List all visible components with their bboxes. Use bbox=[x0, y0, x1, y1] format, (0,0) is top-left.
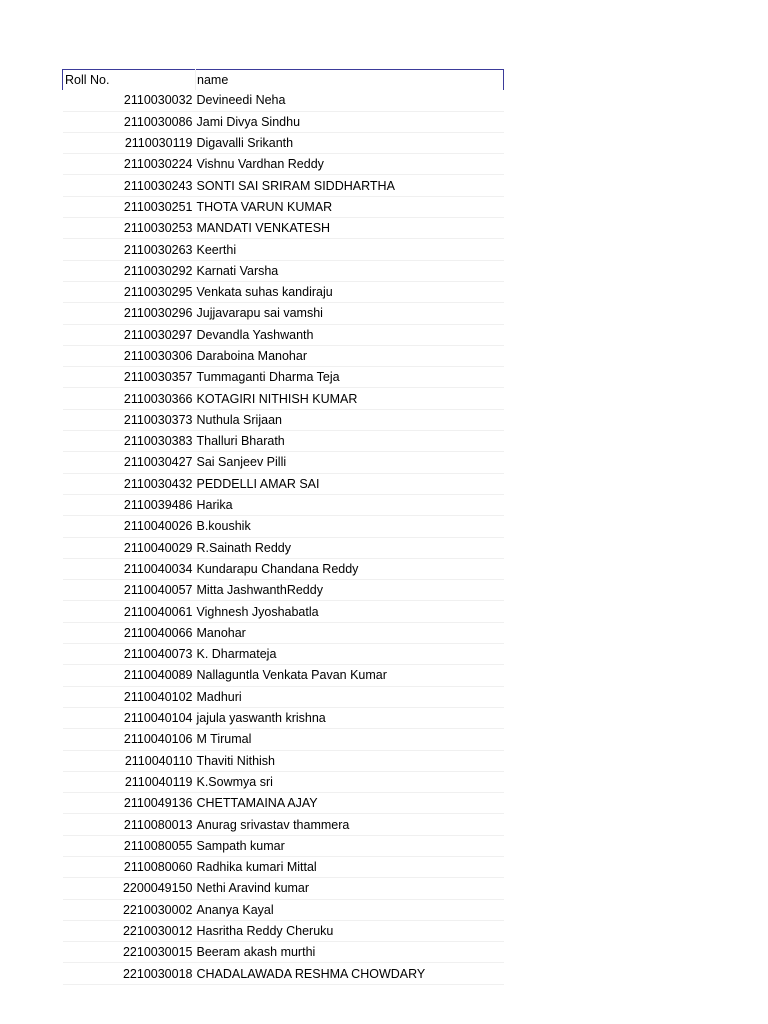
name-cell[interactable]: Radhika kumari Mittal bbox=[196, 856, 504, 877]
roll-no-cell[interactable]: 2110030296 bbox=[63, 303, 196, 324]
name-cell[interactable]: Ananya Kayal bbox=[196, 899, 504, 920]
table-row bbox=[63, 750, 504, 771]
name-cell[interactable]: Jujjavarapu sai vamshi bbox=[196, 303, 504, 324]
roll-no-cell[interactable]: 2110040061 bbox=[63, 601, 196, 622]
name-cell[interactable]: Manohar bbox=[196, 622, 504, 643]
name-cell[interactable]: Thaviti Nithish bbox=[196, 750, 504, 771]
name-cell[interactable]: Harika bbox=[196, 494, 504, 515]
table-row bbox=[63, 899, 504, 920]
name-cell[interactable]: K.Sowmya sri bbox=[196, 771, 504, 792]
roll-no-cell[interactable]: 2110049136 bbox=[63, 793, 196, 814]
roll-no-cell[interactable]: 2110039486 bbox=[63, 494, 196, 515]
name-cell[interactable]: Daraboina Manohar bbox=[196, 345, 504, 366]
table-row bbox=[63, 793, 504, 814]
table-row bbox=[63, 601, 504, 622]
name-cell[interactable]: Anurag srivastav thammera bbox=[196, 814, 504, 835]
name-cell[interactable]: Beeram akash murthi bbox=[196, 942, 504, 963]
table-row bbox=[63, 707, 504, 728]
roll-no-cell[interactable]: 2110030383 bbox=[63, 431, 196, 452]
roll-no-cell[interactable]: 2110040066 bbox=[63, 622, 196, 643]
table-row bbox=[63, 260, 504, 281]
roll-no-cell[interactable]: 2110030373 bbox=[63, 409, 196, 430]
name-cell[interactable]: Jami Divya Sindhu bbox=[196, 111, 504, 132]
roll-no-cell[interactable]: 2110040073 bbox=[63, 644, 196, 665]
name-cell[interactable]: Karnati Varsha bbox=[196, 260, 504, 281]
table-row bbox=[63, 963, 504, 984]
name-cell[interactable]: Vishnu Vardhan Reddy bbox=[196, 154, 504, 175]
roll-no-cell[interactable]: 2110030253 bbox=[63, 218, 196, 239]
roll-no-cell[interactable]: 2110030295 bbox=[63, 281, 196, 302]
table-row bbox=[63, 239, 504, 260]
name-cell[interactable]: Venkata suhas kandiraju bbox=[196, 281, 504, 302]
name-cell[interactable]: Thalluri Bharath bbox=[196, 431, 504, 452]
roll-no-cell[interactable]: 2110030292 bbox=[63, 260, 196, 281]
table-row bbox=[63, 665, 504, 686]
name-cell[interactable]: MANDATI VENKATESH bbox=[196, 218, 504, 239]
roll-no-cell[interactable]: 2200049150 bbox=[63, 878, 196, 899]
table-row bbox=[63, 771, 504, 792]
name-cell[interactable]: Mitta JashwanthReddy bbox=[196, 580, 504, 601]
table-row bbox=[63, 175, 504, 196]
table-row bbox=[63, 196, 504, 217]
name-cell[interactable]: Keerthi bbox=[196, 239, 504, 260]
roll-no-cell[interactable]: 2210030018 bbox=[63, 963, 196, 984]
name-cell[interactable]: Hasritha Reddy Cheruku bbox=[196, 920, 504, 941]
roll-no-cell[interactable]: 2110030366 bbox=[63, 388, 196, 409]
roll-no-cell[interactable]: 2110040034 bbox=[63, 558, 196, 579]
table-row bbox=[63, 856, 504, 877]
table-row bbox=[63, 218, 504, 239]
table-row bbox=[63, 132, 504, 153]
roll-no-cell[interactable]: 2110030086 bbox=[63, 111, 196, 132]
roll-no-cell[interactable]: 2110030251 bbox=[63, 196, 196, 217]
name-cell[interactable]: SONTI SAI SRIRAM SIDDHARTHA bbox=[196, 175, 504, 196]
table-row bbox=[63, 580, 504, 601]
roll-no-cell[interactable]: 2110040029 bbox=[63, 537, 196, 558]
table-body bbox=[63, 70, 504, 985]
roll-no-cell[interactable]: 2110040110 bbox=[63, 750, 196, 771]
table-row bbox=[63, 920, 504, 941]
table-row bbox=[63, 878, 504, 899]
table-row bbox=[63, 303, 504, 324]
table-row bbox=[63, 494, 504, 515]
roll-no-cell[interactable]: 2110030427 bbox=[63, 452, 196, 473]
table-row bbox=[63, 409, 504, 430]
name-cell[interactable]: Devandla Yashwanth bbox=[196, 324, 504, 345]
name-cell[interactable]: B.koushik bbox=[196, 516, 504, 537]
table-row bbox=[63, 644, 504, 665]
table-row bbox=[63, 452, 504, 473]
roll-no-cell[interactable]: 2110080013 bbox=[63, 814, 196, 835]
name-cell[interactable]: Vighnesh Jyoshabatla bbox=[196, 601, 504, 622]
table-row bbox=[63, 154, 504, 175]
roll-no-cell[interactable]: 2110030032 bbox=[63, 90, 196, 111]
name-cell[interactable]: Digavalli Srikanth bbox=[196, 132, 504, 153]
name-cell[interactable]: Tummaganti Dharma Teja bbox=[196, 367, 504, 388]
name-cell[interactable]: CHADALAWADA RESHMA CHOWDARY bbox=[196, 963, 504, 984]
roll-no-cell[interactable]: 2110040102 bbox=[63, 686, 196, 707]
spreadsheet bbox=[62, 69, 503, 985]
roll-list-table bbox=[62, 69, 504, 985]
name-cell[interactable]: Nuthula Srijaan bbox=[196, 409, 504, 430]
roll-no-cell[interactable]: 2110030357 bbox=[63, 367, 196, 388]
roll-no-cell[interactable]: 2110040089 bbox=[63, 665, 196, 686]
table-row bbox=[63, 835, 504, 856]
header-name[interactable]: name bbox=[196, 70, 504, 91]
table-row bbox=[63, 388, 504, 409]
roll-no-cell[interactable]: 2110040104 bbox=[63, 707, 196, 728]
name-cell[interactable]: Madhuri bbox=[196, 686, 504, 707]
roll-no-cell[interactable]: 2110030306 bbox=[63, 345, 196, 366]
name-cell[interactable]: Sai Sanjeev Pilli bbox=[196, 452, 504, 473]
name-cell[interactable]: KOTAGIRI NITHISH KUMAR bbox=[196, 388, 504, 409]
roll-no-cell[interactable]: 2110030432 bbox=[63, 473, 196, 494]
roll-no-cell[interactable]: 2210030015 bbox=[63, 942, 196, 963]
table-row bbox=[63, 281, 504, 302]
table-row bbox=[63, 473, 504, 494]
name-cell[interactable]: jajula yaswanth krishna bbox=[196, 707, 504, 728]
table-row bbox=[63, 431, 504, 452]
roll-no-cell[interactable]: 2110030297 bbox=[63, 324, 196, 345]
table-row bbox=[63, 90, 504, 111]
roll-no-cell[interactable]: 2110080055 bbox=[63, 835, 196, 856]
table-row bbox=[63, 367, 504, 388]
table-row bbox=[63, 814, 504, 835]
name-cell[interactable]: Kundarapu Chandana Reddy bbox=[196, 558, 504, 579]
header-row bbox=[63, 70, 504, 91]
roll-no-cell[interactable]: 2110080060 bbox=[63, 856, 196, 877]
roll-no-cell[interactable]: 2110040119 bbox=[63, 771, 196, 792]
roll-no-cell[interactable]: 2110040057 bbox=[63, 580, 196, 601]
table-row bbox=[63, 729, 504, 750]
roll-no-cell[interactable]: 2110040026 bbox=[63, 516, 196, 537]
name-cell[interactable]: Nallaguntla Venkata Pavan Kumar bbox=[196, 665, 504, 686]
header-roll-no[interactable]: Roll No. bbox=[63, 70, 196, 91]
roll-no-cell[interactable]: 2110040106 bbox=[63, 729, 196, 750]
roll-no-cell[interactable]: 2110030119 bbox=[63, 132, 196, 153]
name-cell[interactable]: Sampath kumar bbox=[196, 835, 504, 856]
name-cell[interactable]: M Tirumal bbox=[196, 729, 504, 750]
table-row bbox=[63, 558, 504, 579]
table-row bbox=[63, 686, 504, 707]
name-cell[interactable]: CHETTAMAINA AJAY bbox=[196, 793, 504, 814]
table-row bbox=[63, 942, 504, 963]
table-row bbox=[63, 324, 504, 345]
name-cell[interactable]: R.Sainath Reddy bbox=[196, 537, 504, 558]
table-row bbox=[63, 345, 504, 366]
table-row bbox=[63, 537, 504, 558]
roll-no-cell[interactable]: 2210030012 bbox=[63, 920, 196, 941]
name-cell[interactable]: PEDDELLI AMAR SAI bbox=[196, 473, 504, 494]
name-cell[interactable]: Devineedi Neha bbox=[196, 90, 504, 111]
roll-no-cell[interactable]: 2110030224 bbox=[63, 154, 196, 175]
name-cell[interactable]: THOTA VARUN KUMAR bbox=[196, 196, 504, 217]
name-cell[interactable]: K. Dharmateja bbox=[196, 644, 504, 665]
table-row bbox=[63, 111, 504, 132]
table-row bbox=[63, 622, 504, 643]
name-cell[interactable]: Nethi Aravind kumar bbox=[196, 878, 504, 899]
roll-no-cell[interactable]: 2110030243 bbox=[63, 175, 196, 196]
roll-no-cell[interactable]: 2110030263 bbox=[63, 239, 196, 260]
roll-no-cell[interactable]: 2210030002 bbox=[63, 899, 196, 920]
table-row bbox=[63, 516, 504, 537]
